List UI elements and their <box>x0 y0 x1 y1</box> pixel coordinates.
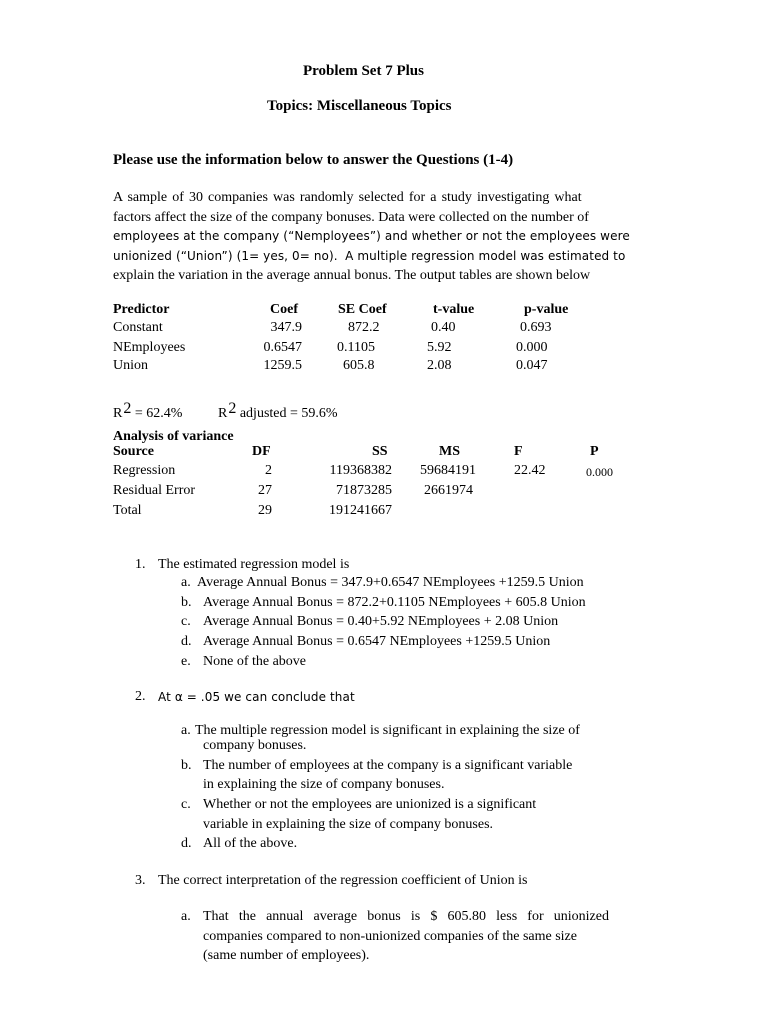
option-text: None of the above <box>203 654 307 669</box>
option-text: Average Annual Bonus = 0.40+5.92 NEmployees + 2.08 Union <box>203 614 559 629</box>
coef-cell-predictor: NEmployees <box>113 340 186 355</box>
question-number: 3. <box>135 873 146 888</box>
r-squared-adj-superscript: 2 <box>228 400 237 417</box>
coef-cell-p-value: 0.047 <box>516 358 548 373</box>
anova-cell-ss: 119368382 <box>329 463 392 478</box>
page-title: Problem Set 7 Plus <box>303 63 424 79</box>
coef-header-p-value: p-value <box>524 302 569 317</box>
option-label: a. <box>181 909 191 924</box>
anova-header-p: P <box>590 444 599 459</box>
coef-cell-se-coef: 0.1105 <box>337 340 375 355</box>
anova-cell-df: 27 <box>258 483 272 498</box>
option-label: d. <box>181 836 192 851</box>
question-text: At α = .05 we can conclude that <box>158 690 355 704</box>
r-squared-superscript: 2 <box>123 400 132 417</box>
anova-cell-ss: 71873285 <box>336 483 392 498</box>
option-text: All of the above. <box>203 836 298 851</box>
coef-header-coef: Coef <box>270 302 298 317</box>
intro-line: A sample of 30 companies was randomly selected for a study investigating what <box>113 190 582 205</box>
option-text: The number of employees at the company is a significant variable <box>203 758 573 773</box>
coef-cell-coef: 347.9 <box>270 320 302 335</box>
option-text-cont: company bonuses. <box>203 738 307 753</box>
anova-cell-df: 2 <box>265 463 272 478</box>
coef-header-t-value: t-value <box>433 302 475 317</box>
coef-cell-p-value: 0.000 <box>516 340 548 355</box>
question-text: The correct interpretation of the regression coefficient of Union is <box>158 873 528 888</box>
option-label: c. <box>181 797 191 812</box>
option-label: d. <box>181 634 192 649</box>
anova-cell-p: 0.000 <box>586 465 613 479</box>
topics-heading: Topics: Miscellaneous Topics <box>267 98 452 114</box>
coef-cell-coef: 1259.5 <box>263 358 302 373</box>
coef-cell-coef: 0.6547 <box>263 340 302 355</box>
coef-cell-t-value: 5.92 <box>427 340 452 355</box>
r-squared <box>113 400 183 422</box>
option-text: Average Annual Bonus = 872.2+0.1105 NEmployees + 605.8 Union <box>203 595 586 610</box>
option-text-cont: companies compared to non-unionized companies of the same size <box>203 929 577 944</box>
option-text-cont: (same number of employees). <box>203 948 370 963</box>
r-squared-adj-value: adjusted = 59.6% <box>236 406 338 421</box>
coef-cell-se-coef: 872.2 <box>348 320 380 335</box>
coef-cell-predictor: Constant <box>113 320 163 335</box>
option-label: e. <box>181 654 191 669</box>
option-label: c. <box>181 614 191 629</box>
instruction-heading: Please use the information below to answer the Questions (1-4) <box>113 152 514 168</box>
option-text: That the annual average bonus is $ 605.80 less for unionized <box>203 909 609 924</box>
option-label: b. <box>181 595 192 610</box>
question-text: The estimated regression model is <box>158 557 350 572</box>
coef-header-se-coef: SE Coef <box>338 302 387 317</box>
r-squared-adjusted <box>218 400 338 422</box>
r-squared-adj-r: R <box>218 406 228 421</box>
option-text: Average Annual Bonus = 0.6547 NEmployees +1259.5 Union <box>203 634 551 649</box>
option-label: a. <box>181 723 191 738</box>
coef-cell-se-coef: 605.8 <box>343 358 375 373</box>
coef-cell-t-value: 2.08 <box>427 358 452 373</box>
anova-cell-f: 22.42 <box>514 463 546 478</box>
option-text: Average Annual Bonus = 347.9+0.6547 NEmployees +1259.5 Union <box>197 575 584 590</box>
intro-paragraph <box>113 188 630 286</box>
coef-cell-predictor: Union <box>113 358 148 373</box>
option-label: b. <box>181 758 192 773</box>
anova-header-f: F <box>514 444 523 459</box>
r-squared-r: R <box>113 406 123 421</box>
anova-header-ms: MS <box>439 444 460 459</box>
anova-cell-source: Regression <box>113 463 176 478</box>
intro-line: explain the variation in the average annual bonus. The output tables are shown below <box>113 268 591 283</box>
option-text: The multiple regression model is significant in explaining the size of <box>195 723 580 738</box>
anova-title: Analysis of variance <box>113 429 234 444</box>
coef-cell-p-value: 0.693 <box>520 320 552 335</box>
anova-cell-ss: 191241667 <box>329 503 392 518</box>
anova-cell-df: 29 <box>258 503 272 518</box>
intro-line: factors affect the size of the company bonuses. Data were collected on the number of <box>113 209 589 225</box>
intro-line <box>113 247 627 267</box>
intro-line: employees at the company (“Nemployees”) and whether or not the employees were <box>113 229 630 243</box>
option-text-cont: in explaining the size of company bonuses. <box>203 777 445 792</box>
anova-header-ss: SS <box>372 444 388 459</box>
question-number: 1. <box>135 557 146 572</box>
option-label: a. <box>181 575 191 590</box>
anova-cell-source: Residual Error <box>113 483 196 498</box>
intro-line-part: unionized (“Union”) (1= yes, 0= no). <box>113 248 338 263</box>
question-number: 2. <box>135 689 146 704</box>
coef-cell-t-value: 0.40 <box>431 320 456 335</box>
anova-cell-ms: 59684191 <box>420 463 476 478</box>
option-text: Whether or not the employees are unionized is a significant <box>203 797 537 812</box>
anova-cell-ms: 2661974 <box>424 483 473 498</box>
coef-header-predictor: Predictor <box>113 302 170 317</box>
anova-cell-source: Total <box>113 503 142 518</box>
anova-header-source: Source <box>113 444 154 459</box>
option-text-cont: variable in explaining the size of company bonuses. <box>203 817 494 832</box>
r-squared-value: = 62.4% <box>131 406 183 421</box>
anova-header-df: DF <box>252 444 271 459</box>
intro-line-part: A multiple regression model was estimated to <box>345 248 626 263</box>
